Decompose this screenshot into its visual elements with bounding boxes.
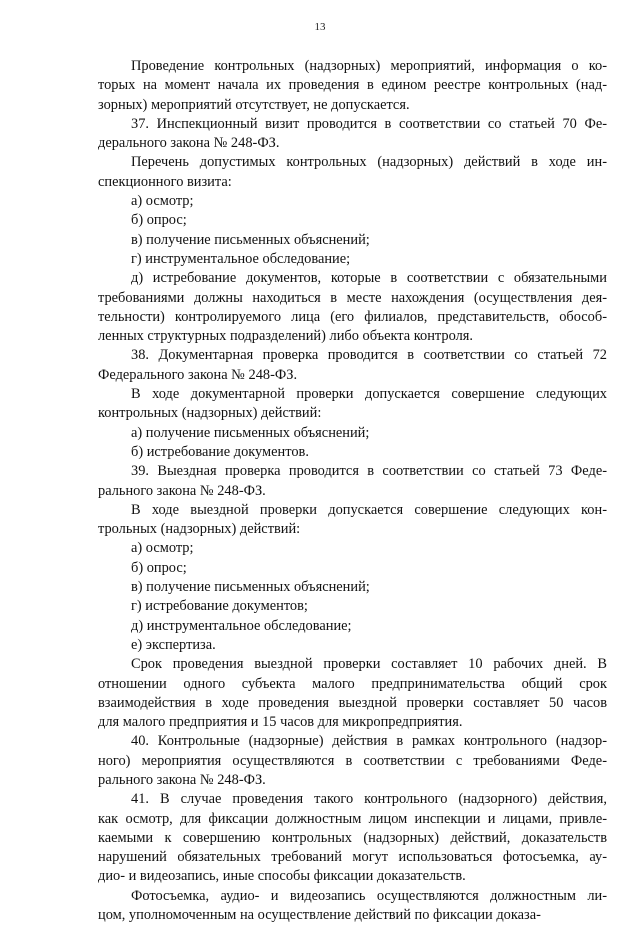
text-line: для малого предприятия и 15 часов для микропредприятия.: [98, 714, 463, 731]
text-line: ного) мероприятия осуществляются в соответствии с требованиями Феде-: [98, 752, 607, 769]
text-line: В ходе документарной проверки допускается совершение следующих: [131, 386, 607, 403]
text-line: д) истребование документов, которые в соответствии с обязательными: [131, 270, 607, 287]
paragraph: [98, 539, 607, 558]
paragraph: [98, 57, 607, 115]
text-line: а) получение письменных объяснений;: [131, 424, 370, 441]
text-line: 40. Контрольные (надзорные) действия в рамках контрольного (надзор-: [131, 733, 607, 750]
text-line: б) истребование документов.: [131, 443, 309, 460]
paragraph: [98, 443, 607, 462]
text-line: б) опрос;: [131, 559, 187, 576]
text-line: 37. Инспекционный визит проводится в соответствии со статьей 70 Фе-: [131, 115, 607, 132]
paragraph: [98, 346, 607, 385]
paragraph: [98, 732, 607, 790]
paragraph: [98, 790, 607, 886]
text-line: рального закона № 248-ФЗ.: [98, 771, 266, 788]
paragraph: [98, 887, 607, 925]
paragraph: [98, 269, 607, 346]
text-line: б) опрос;: [131, 212, 187, 229]
text-line: Фотосъемка, аудио- и видеозапись осуществляются должностным ли-: [131, 887, 607, 904]
paragraph: [98, 578, 607, 597]
text-line: взаимодействия в ходе проведения выездной проверки составляет 50 часов: [98, 694, 607, 711]
paragraph: [98, 636, 607, 655]
text-line: требованиями должны находиться в месте нахождения (осуществления дея-: [98, 289, 607, 306]
paragraph: [98, 559, 607, 578]
page-number: 13: [314, 21, 326, 33]
text-line: дерального закона № 248-ФЗ.: [98, 135, 280, 152]
text-line: тельности) контролируемого лица (его филиалов, представительств, обособ-: [98, 308, 607, 325]
paragraph: [98, 424, 607, 443]
paragraph: [98, 115, 607, 154]
text-line: в) получение письменных объяснений;: [131, 579, 370, 596]
text-line: трольных (надзорных) действий:: [98, 521, 301, 538]
text-line: нарушений обязательных требований могут использоваться фотосъемка, ау-: [98, 849, 607, 866]
text-line: ленных структурных подразделений) либо объекта контроля.: [98, 328, 473, 345]
paragraph: [98, 250, 607, 269]
text-line: Срок проведения выездной проверки составляет 10 рабочих дней. В: [131, 656, 607, 673]
paragraph: [98, 462, 607, 501]
paragraph: [98, 655, 607, 732]
paragraph: [98, 192, 607, 211]
text-line: в) получение письменных объяснений;: [131, 231, 370, 248]
text-line: спекционного визита:: [98, 173, 232, 190]
text-line: рального закона № 248-ФЗ.: [98, 482, 266, 499]
text-line: каемыми к совершению контрольных (надзорных) действий, доказательств: [98, 829, 607, 846]
document-body: [98, 57, 607, 925]
paragraph: [98, 153, 607, 192]
text-line: дио- и видеозапись, иные способы фиксации доказательств.: [98, 868, 466, 885]
paragraph: [98, 617, 607, 636]
paragraph: [98, 385, 607, 424]
text-line: 38. Документарная проверка проводится в соответствии со статьей 72: [131, 347, 607, 364]
text-line: отношении одного субъекта малого предпринимательства общий срок: [98, 675, 607, 692]
paragraph: [98, 211, 607, 230]
text-line: 41. В случае проведения такого контрольного (надзорного) действия,: [131, 791, 607, 808]
text-line: цом, уполномоченным на осуществление действий по фиксации доказа-: [98, 907, 541, 924]
text-line: 39. Выездная проверка проводится в соответствии со статьей 73 Феде-: [131, 463, 607, 480]
text-line: торых на момент начала их проведения в едином реестре контрольных (над-: [98, 77, 607, 94]
paragraph: [98, 501, 607, 540]
text-line: г) истребование документов;: [131, 598, 308, 615]
text-line: д) инструментальное обследование;: [131, 617, 352, 634]
text-line: г) инструментальное обследование;: [131, 250, 351, 267]
text-line: зорных) мероприятий отсутствует, не допускается.: [98, 96, 410, 113]
paragraph: [98, 597, 607, 616]
text-line: Перечень допустимых контрольных (надзорных) действий в ходе ин-: [131, 154, 607, 171]
text-line: а) осмотр;: [131, 193, 194, 210]
text-line: В ходе выездной проверки допускается совершение следующих кон-: [131, 501, 607, 518]
text-line: а) осмотр;: [131, 540, 194, 557]
text-line: Федерального закона № 248-ФЗ.: [98, 366, 298, 383]
text-line: е) экспертиза.: [131, 636, 216, 653]
text-line: контрольных (надзорных) действий:: [98, 405, 322, 422]
paragraph: [98, 231, 607, 250]
text-line: как осмотр, для фиксации должностным лицом инспекции и лицами, привле-: [98, 810, 607, 827]
text-line: Проведение контрольных (надзорных) мероприятий, информация о ко-: [131, 58, 607, 74]
